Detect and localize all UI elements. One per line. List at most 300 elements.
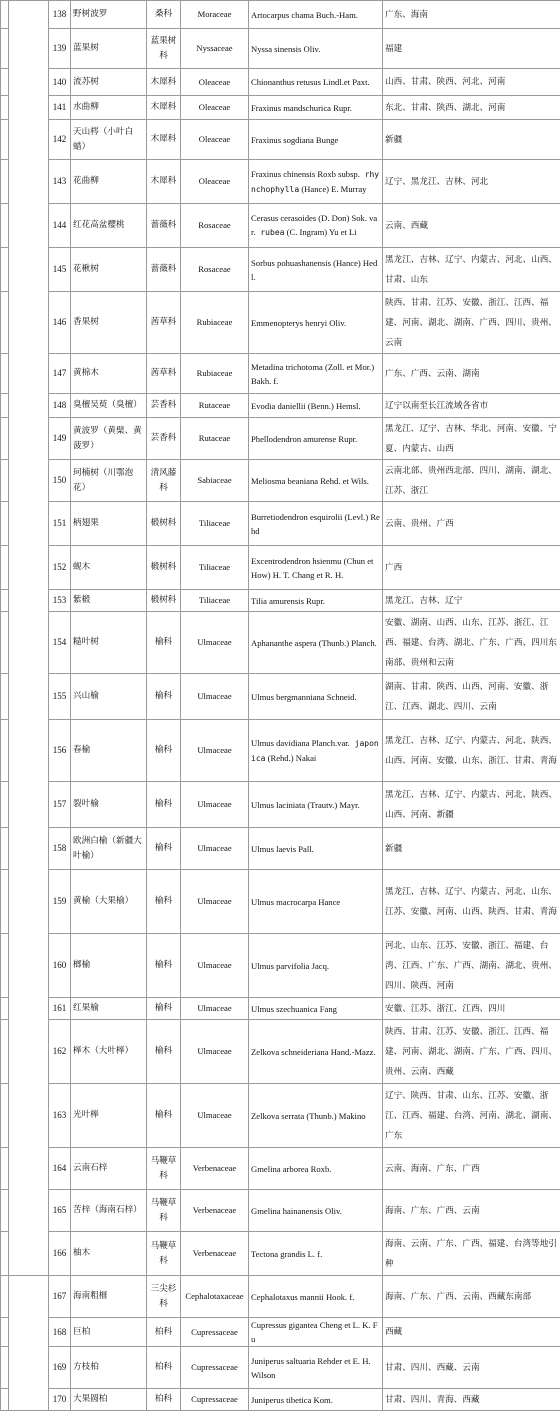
family-latin: Ulmaceae xyxy=(181,828,249,870)
scientific-name-part: Ulmus szechuanica Fang xyxy=(251,1003,337,1014)
scientific-name-part: Fraxinus mandschurica Rupr. xyxy=(251,102,352,113)
row-number: 156 xyxy=(49,720,71,782)
family-latin: Oleaceae xyxy=(181,69,249,96)
scientific-name-part: Phellodendron amurense Rupr. xyxy=(251,433,358,444)
row-number: 143 xyxy=(49,160,71,204)
family-latin: Ulmaceae xyxy=(181,612,249,674)
row-number: 168 xyxy=(49,1318,71,1347)
row-number: 155 xyxy=(49,674,71,720)
outer-margin-cell xyxy=(1,460,9,502)
family-latin: Rubiaceae xyxy=(181,354,249,394)
chinese-name: 黄波罗（黄檗、黄菠罗） xyxy=(71,418,147,460)
family-latin: Verbenaceae xyxy=(181,1190,249,1232)
distribution: 黑龙江、吉林、辽宁、内蒙古、河北、陕西、山西、河南、安徽、山东、浙江、甘肃、青海 xyxy=(383,720,560,782)
family-chinese: 柏科 xyxy=(147,1389,181,1411)
chinese-name: 流苏树 xyxy=(71,69,147,96)
distribution: 福建 xyxy=(383,29,560,69)
family-chinese: 桑科 xyxy=(147,1,181,29)
row-number: 144 xyxy=(49,204,71,248)
chinese-name: 柄翅果 xyxy=(71,502,147,546)
scientific-name xyxy=(249,870,383,934)
chinese-name: 野树波罗 xyxy=(71,1,147,29)
table-body xyxy=(1,1,560,1411)
family-chinese: 木犀科 xyxy=(147,160,181,204)
family-latin: Nyssaceae xyxy=(181,29,249,69)
distribution: 东北、甘肃、陕西、湖北、河南 xyxy=(383,96,560,120)
chinese-name: 大果圆柏 xyxy=(71,1389,147,1411)
row-number: 161 xyxy=(49,998,71,1020)
table-row xyxy=(1,1190,560,1232)
outer-margin-cell xyxy=(1,782,9,828)
distribution: 河北、山东、江苏、安徽、浙江、福建、台湾、江西、广东、广西、湖南、湖北、贵州、四川、陕西、河南 xyxy=(383,934,560,998)
family-chinese: 芸香科 xyxy=(147,418,181,460)
scientific-name xyxy=(249,69,383,96)
distribution: 安徽、江苏、浙江、江西、四川 xyxy=(383,998,560,1020)
scientific-name xyxy=(249,782,383,828)
family-chinese: 马鞭草科 xyxy=(147,1190,181,1232)
family-latin: Tiliaceae xyxy=(181,502,249,546)
chinese-name: 裂叶榆 xyxy=(71,782,147,828)
scientific-name xyxy=(249,612,383,674)
scientific-name xyxy=(249,1020,383,1084)
chinese-name: 欧洲白榆（新疆大叶榆） xyxy=(71,828,147,870)
table-row xyxy=(1,612,560,674)
row-number: 145 xyxy=(49,248,71,292)
distribution: 广东、广西、云南、湖南 xyxy=(383,354,560,394)
family-chinese: 榆科 xyxy=(147,720,181,782)
scientific-name-part: Ulmus bergmanniana Schneid. xyxy=(251,691,357,702)
distribution: 海南、广东、广西、云南、西藏东南部 xyxy=(383,1276,560,1318)
distribution: 甘肃、四川、青海、西藏 xyxy=(383,1389,560,1411)
scientific-name xyxy=(249,1084,383,1148)
row-number: 148 xyxy=(49,394,71,418)
scientific-name-part: Gmelina arborea Roxb. xyxy=(251,1163,332,1174)
family-latin: Tiliaceae xyxy=(181,590,249,612)
outer-margin-cell xyxy=(1,720,9,782)
distribution: 海南、广东、广西、云南 xyxy=(383,1190,560,1232)
distribution: 西藏 xyxy=(383,1318,560,1347)
chinese-name: 榉木（大叶榉） xyxy=(71,1020,147,1084)
row-number: 140 xyxy=(49,69,71,96)
family-chinese: 木犀科 xyxy=(147,96,181,120)
row-number: 167 xyxy=(49,1276,71,1318)
family-latin: Rosaceae xyxy=(181,248,249,292)
table-row xyxy=(1,394,560,418)
outer-margin-cell xyxy=(1,1,9,29)
outer-margin-cell xyxy=(1,590,9,612)
outer-margin-cell xyxy=(1,160,9,204)
distribution: 陕西、甘肃、江苏、安徽、浙江、江西、福建、河南、湖北、湖南、广东、广西、四川、贵州、云南、西藏 xyxy=(383,1020,560,1084)
outer-margin-cell xyxy=(1,612,9,674)
distribution: 辽宁、黑龙江、吉林、河北 xyxy=(383,160,560,204)
scientific-name-part: Cupressus gigantea Cheng et L. K. Fu xyxy=(251,1320,378,1344)
chinese-name: 花曲柳 xyxy=(71,160,147,204)
chinese-name: 苦梓（海南石梓） xyxy=(71,1190,147,1232)
family-chinese: 榆科 xyxy=(147,612,181,674)
scientific-name-part: Tilia amurensis Rupr. xyxy=(251,595,325,606)
family-chinese: 马鞭草科 xyxy=(147,1148,181,1190)
family-chinese: 马鞭草科 xyxy=(147,1232,181,1276)
scientific-name xyxy=(249,29,383,69)
family-latin: Ulmaceae xyxy=(181,998,249,1020)
table-row xyxy=(1,460,560,502)
row-number: 159 xyxy=(49,870,71,934)
family-latin: Cupressaceae xyxy=(181,1318,249,1347)
family-chinese: 椴树科 xyxy=(147,590,181,612)
distribution: 云南、海南、广东、广西 xyxy=(383,1148,560,1190)
family-chinese: 榆科 xyxy=(147,1020,181,1084)
chinese-name: 天山梣（小叶白蜡） xyxy=(71,120,147,160)
chinese-name: 糙叶树 xyxy=(71,612,147,674)
scientific-name-part: Tectona grandis L. f. xyxy=(251,1248,323,1259)
family-chinese: 三尖杉科 xyxy=(147,1276,181,1318)
family-latin: Ulmaceae xyxy=(181,782,249,828)
category-cell xyxy=(9,1276,49,1411)
family-latin: Ulmaceae xyxy=(181,1020,249,1084)
outer-margin-cell xyxy=(1,674,9,720)
outer-margin-cell xyxy=(1,1347,9,1389)
scientific-name-part: Excentrodendron hsienmu (Chun et How) H. T. Chang et R. H. xyxy=(251,555,374,580)
scientific-name-part: Sorbus pohuashanensis (Hance) Hedl. xyxy=(251,257,378,282)
table-row xyxy=(1,1347,560,1389)
outer-margin-cell xyxy=(1,546,9,590)
scientific-name-part: Fraxinus sogdiana Bunge xyxy=(251,134,339,145)
family-latin: Cupressaceae xyxy=(181,1389,249,1411)
scientific-name-part: Artocarpus chama Buch.-Ham. xyxy=(251,9,358,20)
scientific-name xyxy=(249,1347,383,1389)
scientific-name xyxy=(249,720,383,782)
family-latin: Cupressaceae xyxy=(181,1347,249,1389)
family-latin: Rubiaceae xyxy=(181,292,249,354)
scientific-name xyxy=(249,418,383,460)
family-chinese: 榆科 xyxy=(147,828,181,870)
chinese-name: 柚木 xyxy=(71,1232,147,1276)
chinese-name: 花楸树 xyxy=(71,248,147,292)
distribution: 云南北部、贵州西北部、四川、湖南、湖北、江苏、浙江 xyxy=(383,460,560,502)
chinese-name: 水曲柳 xyxy=(71,96,147,120)
outer-margin-cell xyxy=(1,204,9,248)
scientific-name-part: Fraxinus chinensis Roxb subsp. xyxy=(251,168,360,179)
distribution: 辽宁以南至长江流域各省市 xyxy=(383,394,560,418)
row-number: 150 xyxy=(49,460,71,502)
distribution: 黑龙江、吉林、辽宁、内蒙古、河北、陕西、山西、河南、新疆 xyxy=(383,782,560,828)
scientific-name xyxy=(249,1318,383,1347)
table-row xyxy=(1,292,560,354)
table-row xyxy=(1,674,560,720)
distribution: 辽宁、陕西、甘肃、山东、江苏、安徽、浙江、江西、福建、台湾、河南、湖北、湖南、广东 xyxy=(383,1084,560,1148)
outer-margin-cell xyxy=(1,1084,9,1148)
scientific-name-part: Juniperus tibetica Kom. xyxy=(251,1394,333,1405)
family-latin: Rutaceae xyxy=(181,418,249,460)
distribution: 黑龙江、吉林、辽宁 xyxy=(383,590,560,612)
distribution: 广西 xyxy=(383,546,560,590)
family-latin: Rutaceae xyxy=(181,394,249,418)
scientific-name xyxy=(249,828,383,870)
chinese-name: 春榆 xyxy=(71,720,147,782)
family-latin: Cephalotaxaceae xyxy=(181,1276,249,1318)
distribution: 安徽、湖南、山西、山东、江苏、浙江、江西、福建、台湾、湖北、广东、广西、四川东南部、贵州和云南 xyxy=(383,612,560,674)
row-number: 165 xyxy=(49,1190,71,1232)
table-row xyxy=(1,160,560,204)
row-number: 160 xyxy=(49,934,71,998)
outer-margin-cell xyxy=(1,870,9,934)
family-chinese: 椴树科 xyxy=(147,502,181,546)
outer-margin-cell xyxy=(1,120,9,160)
outer-margin-cell xyxy=(1,934,9,998)
distribution: 黑龙江、吉林、辽宁、内蒙古、河北、山西、甘肃、山东 xyxy=(383,248,560,292)
outer-margin-cell xyxy=(1,29,9,69)
table-row xyxy=(1,96,560,120)
row-number: 166 xyxy=(49,1232,71,1276)
outer-margin-cell xyxy=(1,1232,9,1276)
outer-margin-cell xyxy=(1,1318,9,1347)
family-latin: Ulmaceae xyxy=(181,870,249,934)
chinese-name: 臭檀吴萸（臭檀） xyxy=(71,394,147,418)
family-chinese: 蔷薇科 xyxy=(147,204,181,248)
distribution: 新疆 xyxy=(383,828,560,870)
family-latin: Ulmaceae xyxy=(181,934,249,998)
family-chinese: 榆科 xyxy=(147,1084,181,1148)
scientific-name-part: Chionanthus retusus Lindl.et Paxt. xyxy=(251,77,370,87)
scientific-name-part: Aphananthe aspera (Thunb.) Planch. xyxy=(251,637,377,648)
scientific-name-part: Zelkova schneideriana Hand.-Mazz. xyxy=(251,1046,376,1057)
family-latin: Oleaceae xyxy=(181,120,249,160)
row-number: 157 xyxy=(49,782,71,828)
row-number: 163 xyxy=(49,1084,71,1148)
row-number: 154 xyxy=(49,612,71,674)
row-number: 153 xyxy=(49,590,71,612)
scientific-name-part: Cerasus cerasoides (D. Don) Sok. var. xyxy=(251,213,378,237)
chinese-name: 珂楠树（川鄂泡花） xyxy=(71,460,147,502)
scientific-name xyxy=(249,546,383,590)
scientific-name-part: Metadina trichotoma (Zoll. et Mor.) Bakh. f. xyxy=(251,361,375,386)
chinese-name: 紫椴 xyxy=(71,590,147,612)
outer-margin-cell xyxy=(1,1148,9,1190)
family-chinese: 榆科 xyxy=(147,782,181,828)
table-row xyxy=(1,248,560,292)
row-number: 152 xyxy=(49,546,71,590)
chinese-name: 红果榆 xyxy=(71,998,147,1020)
row-number: 138 xyxy=(49,1,71,29)
row-number: 149 xyxy=(49,418,71,460)
table-row xyxy=(1,934,560,998)
outer-margin-cell xyxy=(1,1020,9,1084)
family-chinese: 椴树科 xyxy=(147,546,181,590)
scientific-name-part: Burretiodendron esquirolii (Levl.) Rehd xyxy=(251,511,380,536)
distribution: 云南、西藏 xyxy=(383,204,560,248)
scientific-name xyxy=(249,354,383,394)
family-chinese: 木犀科 xyxy=(147,120,181,160)
scientific-name xyxy=(249,1,383,29)
chinese-name: 云南石梓 xyxy=(71,1148,147,1190)
family-latin: Oleaceae xyxy=(181,160,249,204)
scientific-name-part: Evodia daniellii (Benn.) Hemsl. xyxy=(251,400,361,411)
table-row xyxy=(1,418,560,460)
table-row xyxy=(1,354,560,394)
table-row xyxy=(1,1148,560,1190)
distribution: 黑龙江、吉林、辽宁、内蒙古、河北、山东、江苏、安徽、河南、山西、陕西、甘肃、青海 xyxy=(383,870,560,934)
scientific-name xyxy=(249,160,383,204)
family-chinese: 蔷薇科 xyxy=(147,248,181,292)
row-number: 139 xyxy=(49,29,71,69)
distribution: 黑龙江、辽宁、吉林、华北、河南、安徽、宁夏、内蒙古、山西 xyxy=(383,418,560,460)
scientific-name xyxy=(249,1389,383,1411)
scientific-name-part: Ulmus davidiana Planch.var. xyxy=(251,737,350,748)
row-number: 158 xyxy=(49,828,71,870)
scientific-name xyxy=(249,292,383,354)
family-latin: Sabiaceae xyxy=(181,460,249,502)
scientific-name-part: Nyssa sinensis Oliv. xyxy=(251,43,321,54)
family-latin: Oleaceae xyxy=(181,96,249,120)
family-chinese: 榆科 xyxy=(147,998,181,1020)
chinese-name: 红花高盆樱桃 xyxy=(71,204,147,248)
scientific-name xyxy=(249,96,383,120)
scientific-name xyxy=(249,204,383,248)
chinese-name: 方枝柏 xyxy=(71,1347,147,1389)
outer-margin-cell xyxy=(1,394,9,418)
row-number: 169 xyxy=(49,1347,71,1389)
chinese-name: 香果树 xyxy=(71,292,147,354)
scientific-name-part: Gmelina hainanensis Oliv. xyxy=(251,1205,342,1216)
family-chinese: 柏科 xyxy=(147,1347,181,1389)
scientific-name-part: (C. Ingram) Yu et Li xyxy=(284,227,357,237)
family-chinese: 茜草科 xyxy=(147,292,181,354)
distribution: 山西、甘肃、陕西、河北、河南 xyxy=(383,69,560,96)
family-chinese: 榆科 xyxy=(147,934,181,998)
table-row xyxy=(1,590,560,612)
distribution: 甘肃、四川、西藏、云南 xyxy=(383,1347,560,1389)
chinese-name: 海南粗榧 xyxy=(71,1276,147,1318)
table-row xyxy=(1,1232,560,1276)
table-row xyxy=(1,120,560,160)
family-latin: Verbenaceae xyxy=(181,1232,249,1276)
chinese-name: 光叶榉 xyxy=(71,1084,147,1148)
family-chinese: 清风藤科 xyxy=(147,460,181,502)
scientific-name xyxy=(249,1190,383,1232)
outer-margin-cell xyxy=(1,96,9,120)
scientific-name xyxy=(249,248,383,292)
row-number: 142 xyxy=(49,120,71,160)
row-number: 147 xyxy=(49,354,71,394)
table-row xyxy=(1,1276,560,1318)
scientific-name xyxy=(249,998,383,1020)
scientific-name xyxy=(249,1232,383,1276)
outer-margin-cell xyxy=(1,828,9,870)
chinese-name: 黄榆（大果榆） xyxy=(71,870,147,934)
scientific-name-part: Ulmus laciniata (Trautv.) Mayr. xyxy=(251,799,360,810)
family-latin: Ulmaceae xyxy=(181,674,249,720)
scientific-name-part: Ulmus parvifolia Jacq. xyxy=(251,960,330,971)
table-row xyxy=(1,502,560,546)
outer-margin-cell xyxy=(1,502,9,546)
row-number: 146 xyxy=(49,292,71,354)
table-row xyxy=(1,29,560,69)
chinese-name: 黄棉木 xyxy=(71,354,147,394)
category-cell xyxy=(9,1,49,1276)
family-latin: Moraceae xyxy=(181,1,249,29)
scientific-name-part: Emmenopterys henryi Oliv. xyxy=(251,317,347,328)
table-row xyxy=(1,828,560,870)
family-chinese: 芸香科 xyxy=(147,394,181,418)
chinese-name: 榔榆 xyxy=(71,934,147,998)
table-row xyxy=(1,1318,560,1347)
family-chinese: 木犀科 xyxy=(147,69,181,96)
row-number: 151 xyxy=(49,502,71,546)
family-latin: Verbenaceae xyxy=(181,1148,249,1190)
scientific-name-part: japonica xyxy=(251,738,379,763)
outer-margin-cell xyxy=(1,354,9,394)
row-number: 162 xyxy=(49,1020,71,1084)
scientific-name-part: (Rehd.) Nakai xyxy=(265,752,317,763)
scientific-name xyxy=(249,502,383,546)
outer-margin-cell xyxy=(1,292,9,354)
family-latin: Ulmaceae xyxy=(181,1084,249,1148)
distribution: 新疆 xyxy=(383,120,560,160)
chinese-name: 兴山榆 xyxy=(71,674,147,720)
distribution: 湖南、甘肃、陕西、山西、河南、安徽、浙江、江西、湖北、四川、云南 xyxy=(383,674,560,720)
distribution: 云南、贵州、广西 xyxy=(383,502,560,546)
family-latin: Ulmaceae xyxy=(181,720,249,782)
scientific-name-part: Ulmus laevis Pall. xyxy=(251,843,314,854)
scientific-name-part: rubea xyxy=(255,228,285,237)
scientific-name xyxy=(249,934,383,998)
scientific-name xyxy=(249,590,383,612)
table-row xyxy=(1,546,560,590)
family-chinese: 蓝果树科 xyxy=(147,29,181,69)
table-row xyxy=(1,782,560,828)
scientific-name xyxy=(249,1148,383,1190)
scientific-name-part: Meliosma beaniana Rehd. et Wils. xyxy=(251,475,369,486)
distribution: 海南、云南、广东、广西、福建、台湾等地引种 xyxy=(383,1232,560,1276)
row-number: 164 xyxy=(49,1148,71,1190)
family-chinese: 榆科 xyxy=(147,674,181,720)
outer-margin-cell xyxy=(1,418,9,460)
outer-margin-cell xyxy=(1,1190,9,1232)
scientific-name-part: (Hance) E. Murray xyxy=(299,183,367,194)
outer-margin-cell xyxy=(1,998,9,1020)
family-chinese: 榆科 xyxy=(147,870,181,934)
scientific-name-part: Juniperus saltuaria Rehder et E. H. Wilson xyxy=(251,1355,371,1380)
outer-margin-cell xyxy=(1,69,9,96)
row-number: 141 xyxy=(49,96,71,120)
outer-margin-cell xyxy=(1,1276,9,1318)
table-row xyxy=(1,1389,560,1411)
family-latin: Tiliaceae xyxy=(181,546,249,590)
scientific-name xyxy=(249,120,383,160)
scientific-name xyxy=(249,1276,383,1318)
family-chinese: 柏科 xyxy=(147,1318,181,1347)
table-row xyxy=(1,1084,560,1148)
table-row xyxy=(1,204,560,248)
table-row xyxy=(1,1020,560,1084)
scientific-name xyxy=(249,394,383,418)
scientific-name-part: Cephalotaxus mannii Hook. f. xyxy=(251,1291,355,1302)
family-chinese: 茜草科 xyxy=(147,354,181,394)
row-number: 170 xyxy=(49,1389,71,1411)
scientific-name-part: Ulmus macrocarpa Hance xyxy=(251,896,341,907)
outer-margin-cell xyxy=(1,1389,9,1411)
table-row xyxy=(1,870,560,934)
chinese-name: 蚬木 xyxy=(71,546,147,590)
distribution: 广东、海南 xyxy=(383,1,560,29)
distribution: 陕西、甘肃、江苏、安徽、浙江、江西、福建、河南、湖北、湖南、广西、四川、贵州、云南 xyxy=(383,292,560,354)
scientific-name-part: Zelkova serrata (Thunb.) Makino xyxy=(251,1110,366,1121)
table-row xyxy=(1,720,560,782)
outer-margin-cell xyxy=(1,248,9,292)
table-row xyxy=(1,998,560,1020)
table-row xyxy=(1,1,560,29)
scientific-name xyxy=(249,674,383,720)
